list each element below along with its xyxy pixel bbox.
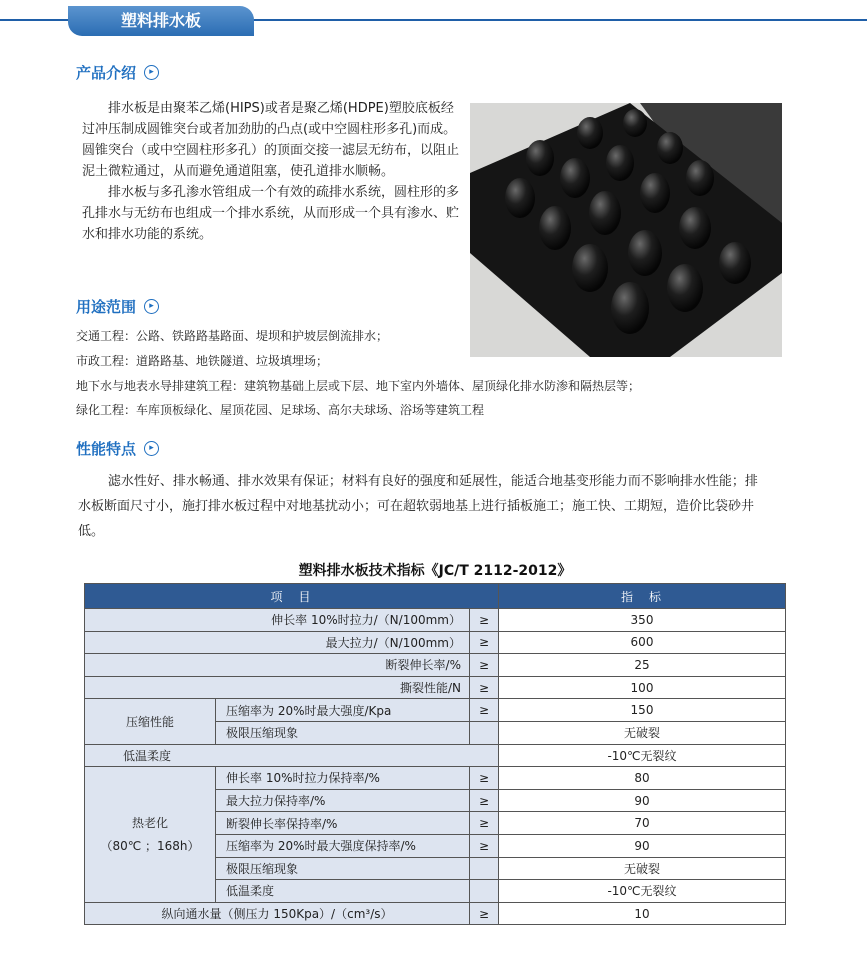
group-label: 压缩性能 — [85, 699, 216, 744]
ge-symbol: ≥ — [470, 654, 499, 677]
table-title: 塑料排水板技术指标《JC/T 2112-2012》 — [298, 563, 572, 579]
page-title: 塑料排水板 — [68, 6, 254, 36]
row-label: 断裂伸长率/% — [85, 654, 470, 677]
usage-heading-text: 用途范围 — [76, 298, 137, 316]
row-value: 100 — [499, 676, 786, 699]
table-row — [85, 631, 786, 654]
row-label: 压缩率为 20%时最大强度保持率/% — [216, 834, 470, 857]
usage-item: 市政工程：道路路基、地铁隧道、垃圾填埋场； — [76, 354, 329, 368]
intro-text — [82, 98, 460, 245]
ge-empty — [470, 880, 499, 903]
ge-empty — [470, 721, 499, 744]
table-header-row — [85, 584, 786, 609]
row-value: -10℃无裂纹 — [499, 880, 786, 903]
row-value: 90 — [499, 789, 786, 812]
row-label: 纵向通水量（侧压力 150Kpa）/（cm³/s） — [85, 902, 470, 925]
section-features-heading — [76, 438, 159, 459]
row-label: 最大拉力/（N/100mm） — [85, 631, 470, 654]
row-value: 80 — [499, 767, 786, 790]
intro-heading-text: 产品介绍 — [76, 64, 137, 82]
row-label: 断裂伸长率保持率/% — [216, 812, 470, 835]
row-value: 150 — [499, 699, 786, 722]
ge-empty — [470, 857, 499, 880]
ge-symbol: ≥ — [470, 834, 499, 857]
row-value: 90 — [499, 834, 786, 857]
row-label: 最大拉力保持率/% — [216, 789, 470, 812]
usage-item: 交通工程：公路、铁路路基路面、堤坝和护坡层倒流排水； — [76, 329, 389, 343]
row-value: 70 — [499, 812, 786, 835]
header-value: 指 标 — [499, 584, 786, 609]
row-value: 无破裂 — [499, 857, 786, 880]
ge-symbol: ≥ — [470, 676, 499, 699]
row-value: -10℃无裂纹 — [499, 744, 786, 767]
features-text — [78, 469, 768, 544]
table-row — [85, 767, 786, 790]
row-value: 25 — [499, 654, 786, 677]
ge-symbol: ≥ — [470, 631, 499, 654]
usage-item: 地下水与地表水导排建筑工程：建筑物基础上层或下层、地下室内外墙体、屋顶绿化排水防渗和隔热层等； — [76, 379, 641, 393]
features-paragraph: 滤水性好、排水畅通、排水效果有保证；材料有良好的强度和延展性，能适合地基变形能力而不影响排水性能；排水板断面尺寸小，施打排水板过程中对地基扰动小；可在超软弱地基上进行插板施工；施工快、工期短，造价比袋砂井低。 — [78, 474, 758, 539]
intro-paragraph-2: 排水板与多孔渗水管组成一个有效的疏排水系统，圆柱形的多孔排水与无纺布也组成一个排水系统，从而形成一个具有渗水、贮水和排水功能的系统。 — [82, 185, 460, 242]
usage-item: 绿化工程：车库顶板绿化、屋顶花园、足球场、高尔夫球场、浴场等建筑工程 — [76, 403, 485, 417]
row-label: 伸长率 10%时拉力/（N/100mm） — [85, 609, 470, 632]
row-value: 10 — [499, 902, 786, 925]
row-label: 极限压缩现象 — [216, 857, 470, 880]
header-item: 项 目 — [85, 584, 499, 609]
spec-table — [84, 583, 786, 925]
ge-symbol: ≥ — [470, 902, 499, 925]
table-row — [85, 699, 786, 722]
table-row — [85, 609, 786, 632]
chevron-right-icon: ▸ — [144, 299, 159, 314]
row-value: 600 — [499, 631, 786, 654]
section-usage-heading — [76, 296, 159, 317]
section-intro-heading — [76, 62, 159, 83]
ge-symbol: ≥ — [470, 812, 499, 835]
row-label: 伸长率 10%时拉力保持率/% — [216, 767, 470, 790]
row-value: 无破裂 — [499, 721, 786, 744]
row-value: 350 — [499, 609, 786, 632]
chevron-right-icon: ▸ — [144, 65, 159, 80]
row-label: 低温柔度 — [85, 744, 499, 767]
aging-group-title: 热老化 — [131, 816, 168, 831]
table-row — [85, 654, 786, 677]
aging-group-condition: （80℃ ；168h） — [100, 839, 200, 854]
product-photo — [470, 103, 782, 357]
group-label — [85, 767, 216, 903]
row-label: 压缩率为 20%时最大强度/Kpa — [216, 699, 470, 722]
chevron-right-icon: ▸ — [144, 441, 159, 456]
intro-paragraph-1: 排水板是由聚苯乙烯(HIPS)或者是聚乙烯(HDPE)塑胶底板经过冲压制成圆锥突台或者加劲肋的凸点(或中空圆柱形多孔)而成。圆锥突台（或中空圆柱形多孔）的顶面交接一滤层无纺布，以阻止泥土微粒通过，从而避免通道阻塞，使孔道排水顺畅。 — [82, 101, 460, 179]
row-label: 撕裂性能/N — [85, 676, 470, 699]
ge-symbol: ≥ — [470, 609, 499, 632]
ge-symbol: ≥ — [470, 699, 499, 722]
ge-symbol: ≥ — [470, 789, 499, 812]
ge-symbol: ≥ — [470, 767, 499, 790]
features-heading-text: 性能特点 — [76, 440, 137, 458]
row-label: 极限压缩现象 — [216, 721, 470, 744]
row-label: 低温柔度 — [216, 880, 470, 903]
table-row — [85, 902, 786, 925]
table-row — [85, 744, 786, 767]
table-row — [85, 676, 786, 699]
